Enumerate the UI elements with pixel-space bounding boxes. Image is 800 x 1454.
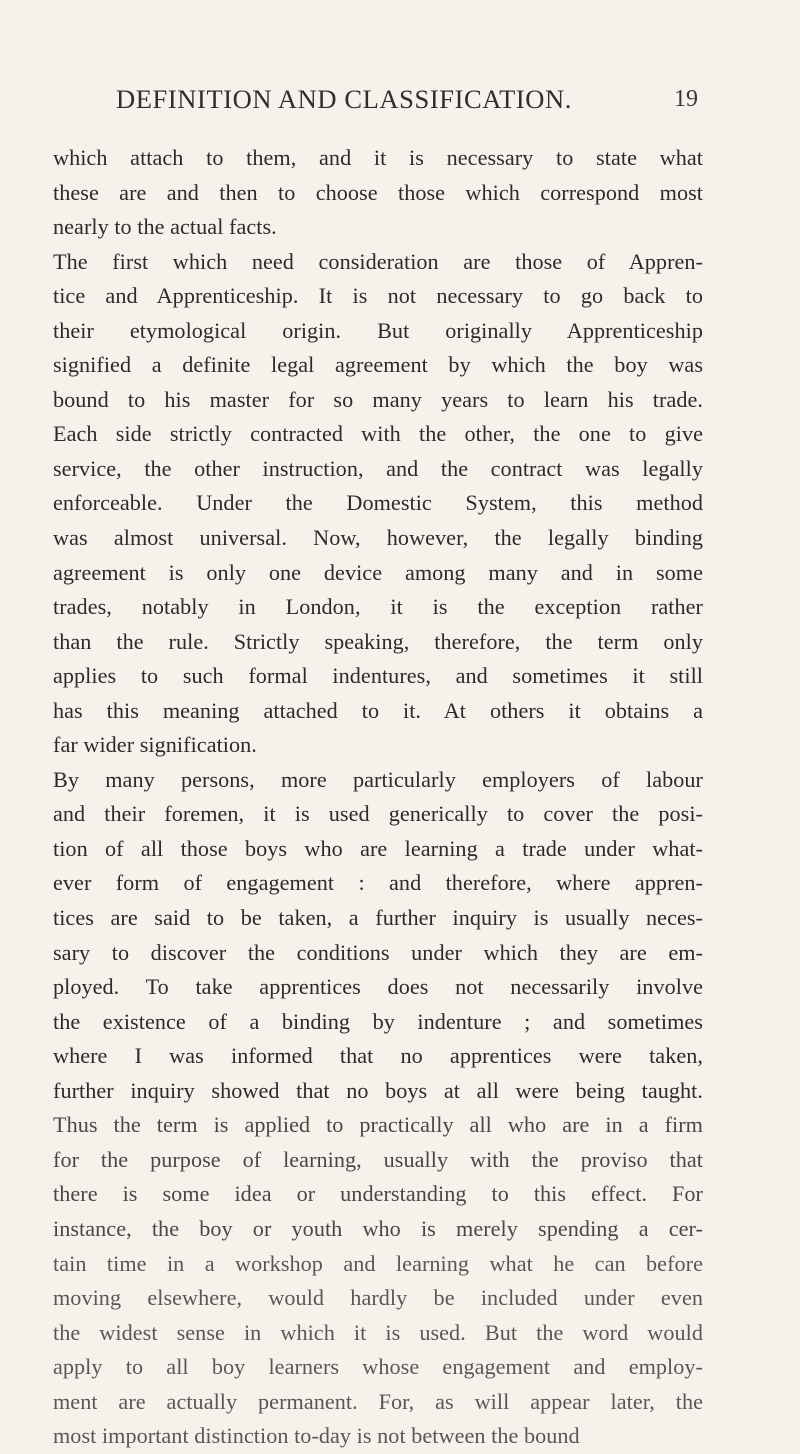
text-line: the existence of a binding by indenture ; and sometimes xyxy=(53,1008,703,1034)
text-line: moving elsewhere, would hardly be included under even xyxy=(53,1285,703,1311)
running-head xyxy=(116,82,698,118)
text-line: By many persons, more particularly employers of labour xyxy=(53,766,703,792)
text-line: tices are said to be taken, a further inquiry is usually neces- xyxy=(53,905,703,931)
text-line: which attach to them, and it is necessary to state what xyxy=(53,145,703,170)
text-line: Each side strictly contracted with the other, the one to give xyxy=(53,421,703,447)
text-line: apply to all boy learners whose engagement and employ- xyxy=(53,1354,703,1380)
text-line: tice and Apprenticeship. It is not necessary to go back to xyxy=(53,283,703,309)
text-line: The first which need consideration are those of Appren- xyxy=(53,248,703,274)
text-line: has this meaning attached to it. At others it obtains a xyxy=(53,697,703,723)
text-line: nearly to the actual facts. xyxy=(53,214,277,240)
text-line: these are and then to choose those which correspond most xyxy=(53,179,703,205)
text-line: ployed. To take apprentices does not necessarily involve xyxy=(53,974,703,1000)
text-line: bound to his master for so many years to learn his trade. xyxy=(53,386,703,412)
text-line: their etymological origin. But originally Apprenticeship xyxy=(53,317,703,343)
text-line: far wider signification. xyxy=(53,732,257,758)
text-line: enforceable. Under the Domestic System, this method xyxy=(53,490,703,516)
text-line: signified a definite legal agreement by which the boy was xyxy=(53,352,703,378)
text-line: than the rule. Strictly speaking, therefore, the term only xyxy=(53,628,703,654)
text-line: Thus the term is applied to practically all who are in a firm xyxy=(53,1112,703,1138)
text-line: and their foremen, it is used generically to cover the posi- xyxy=(53,801,703,827)
text-line: the widest sense in which it is used. But the word would xyxy=(53,1319,703,1345)
text-line: most important distinction to-day is not between the bound xyxy=(53,1423,580,1449)
running-title: DEFINITION AND CLASSIFICATION. xyxy=(116,84,572,114)
text-line: agreement is only one device among many and in some xyxy=(53,559,703,585)
text-line: instance, the boy or youth who is merely spending a cer- xyxy=(53,1215,703,1241)
text-line: where I was informed that no apprentices were taken, xyxy=(53,1043,703,1069)
text-line: was almost universal. Now, however, the legally binding xyxy=(53,525,703,551)
text-line: there is some idea or understanding to this effect. For xyxy=(53,1181,703,1207)
text-line: for the purpose of learning, usually with the proviso that xyxy=(53,1146,703,1172)
page-number: 19 xyxy=(674,86,698,112)
text-line: ever form of engagement : and therefore, where appren- xyxy=(53,870,703,896)
text-line: tion of all those boys who are learning a trade under what- xyxy=(53,835,703,861)
text-line: sary to discover the conditions under which they are em- xyxy=(53,939,703,965)
text-line: tain time in a workshop and learning what he can before xyxy=(53,1250,703,1276)
text-line: ment are actually permanent. For, as will appear later, the xyxy=(53,1388,703,1414)
text-line: applies to such formal indentures, and sometimes it still xyxy=(53,663,703,689)
text-line: service, the other instruction, and the contract was legally xyxy=(53,455,703,481)
body-text xyxy=(53,141,703,1454)
text-line: further inquiry showed that no boys at all were being taught. xyxy=(53,1077,703,1103)
text-line: trades, notably in London, it is the exception rather xyxy=(53,594,703,620)
